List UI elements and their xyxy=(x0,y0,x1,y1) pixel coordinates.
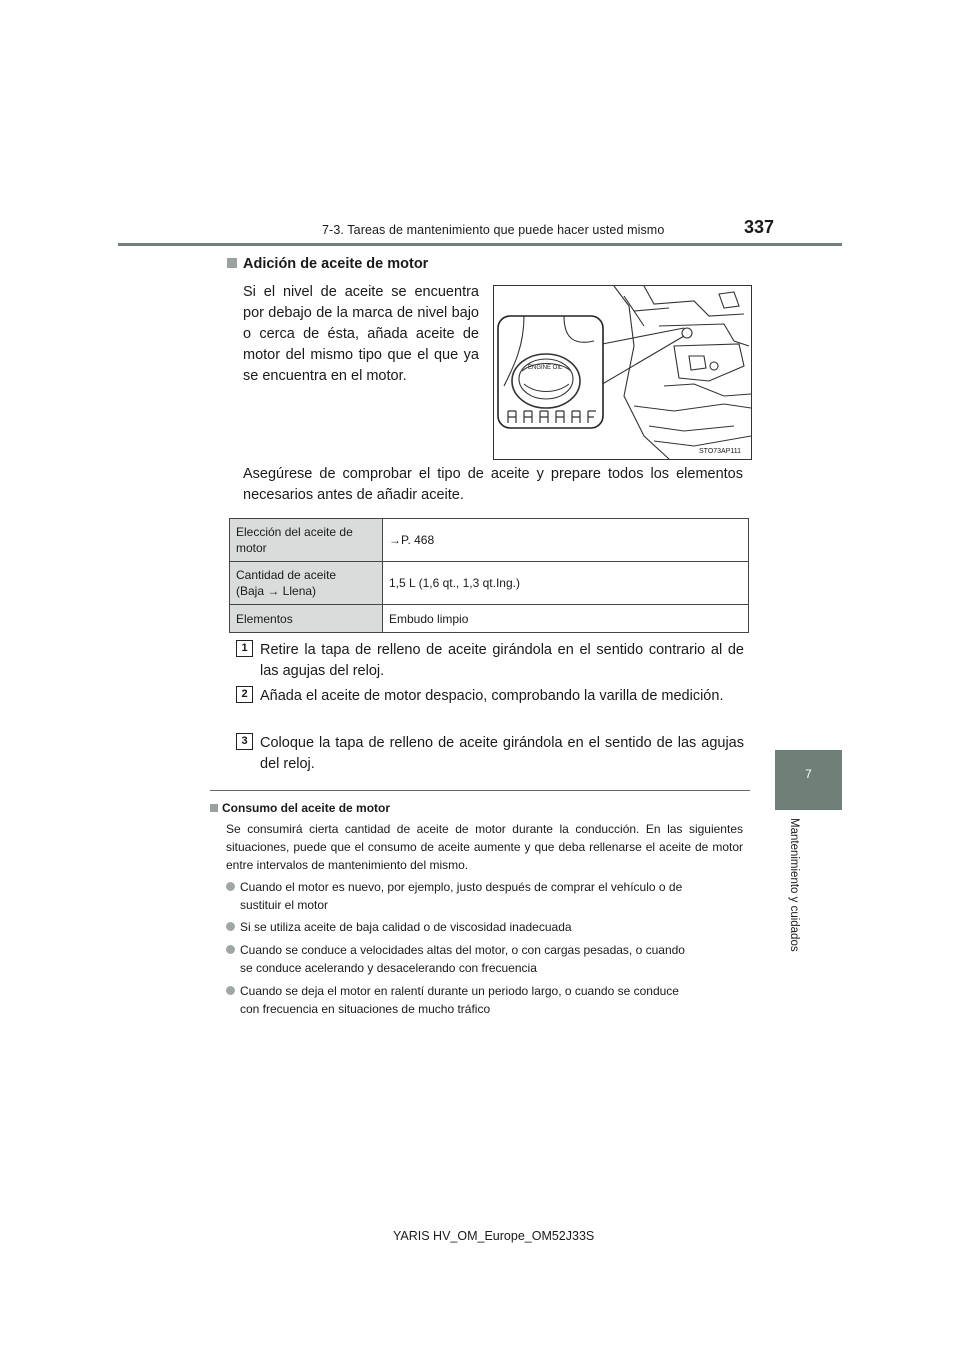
square-bullet-icon xyxy=(210,804,218,812)
chapter-label-text: Mantenimiento y cuidados xyxy=(788,818,800,952)
list-item xyxy=(226,941,749,977)
list-item-text: sustituir el motor xyxy=(240,898,329,912)
section-title: 7-3. Tareas de mantenimiento que puede hacer usted mismo xyxy=(322,223,665,237)
table-value: →P. 468 xyxy=(383,519,749,562)
chapter-number: 7 xyxy=(805,767,812,781)
figure-code: STO73AP111 xyxy=(699,448,742,455)
step-number: 1 xyxy=(236,640,253,657)
bullet-icon xyxy=(226,922,235,931)
preparation-paragraph: Asegúrese de comprobar el tipo de aceite y prepare todos los elementos necesarios antes de añadir aceite. xyxy=(243,466,743,503)
bullet-icon xyxy=(226,986,235,995)
table-value: Embudo limpio xyxy=(383,605,749,633)
table-row xyxy=(230,562,749,605)
section-heading xyxy=(227,256,428,272)
table-row xyxy=(230,519,749,562)
step-text: Coloque la tapa de relleno de aceite girándola en el sentido de las agujas del reloj. xyxy=(260,735,744,772)
bullet-icon xyxy=(226,882,235,891)
notes-divider xyxy=(210,790,750,791)
engine-oil-cap-illustration xyxy=(493,285,752,460)
header-divider xyxy=(118,243,842,246)
engine-bay-drawing xyxy=(494,286,751,459)
step-text: Retire la tapa de relleno de aceite girándola en el sentido contrario al de las agujas del reloj. xyxy=(260,642,744,679)
list-item-text: Si se utiliza aceite de baja calidad o de viscosidad inadecuada xyxy=(240,920,572,934)
page-number: 337 xyxy=(744,217,775,237)
list-item xyxy=(226,982,749,1018)
list-item-text: Cuando el motor es nuevo, por ejemplo, justo después de comprar el vehículo o de xyxy=(240,880,683,894)
notes-heading-text: Consumo del aceite de motor xyxy=(222,801,391,815)
list-item-text: Cuando se deja el motor en ralentí durante un periodo largo, o cuando se conduce xyxy=(240,984,679,998)
list-item-text: se conduce acelerando y desacelerando con frecuencia xyxy=(240,961,537,975)
table-row xyxy=(230,605,749,633)
chapter-label xyxy=(786,818,802,978)
intro-paragraph: Si el nivel de aceite se encuentra por debajo de la marca de nivel bajo o cerca de ésta, añada aceite de motor del mismo tipo que el que ya se encuentra en el motor. xyxy=(243,284,479,384)
table-key: Elección del aceite de motor xyxy=(230,519,383,562)
bullet-icon xyxy=(226,945,235,954)
section-heading-text: Adición de aceite de motor xyxy=(243,256,429,272)
table-key: Cantidad de aceite (Baja → Llena) xyxy=(230,562,383,605)
notes-paragraph: Se consumirá cierta cantidad de aceite de motor durante la conducción. En las siguientes situaciones, puede que el consumo de aceite aumente y que deba rellenarse el aceite de motor entre intervalos de mantenimiento del mismo. xyxy=(226,822,743,872)
list-item xyxy=(226,878,749,914)
table-value: 1,5 L (1,6 qt., 1,3 qt.Ing.) xyxy=(383,562,749,605)
list-item-text: con frecuencia en situaciones de mucho tráfico xyxy=(240,1002,491,1016)
step-text: Añada el aceite de motor despacio, comprobando la varilla de medición. xyxy=(260,688,724,704)
list-item xyxy=(226,918,749,936)
list-item-text: Cuando se conduce a velocidades altas del motor, o con cargas pesadas, o cuando xyxy=(240,943,685,957)
notes-heading xyxy=(210,801,390,815)
cap-label: ENGINE OIL xyxy=(528,365,563,371)
document-footer: YARIS HV_OM_Europe_OM52J33S xyxy=(393,1229,595,1243)
step-number: 3 xyxy=(236,733,253,750)
table-key: Elementos xyxy=(230,605,383,633)
square-bullet-icon xyxy=(227,258,237,268)
step-number: 2 xyxy=(236,686,253,703)
oil-specs-table xyxy=(229,518,749,633)
